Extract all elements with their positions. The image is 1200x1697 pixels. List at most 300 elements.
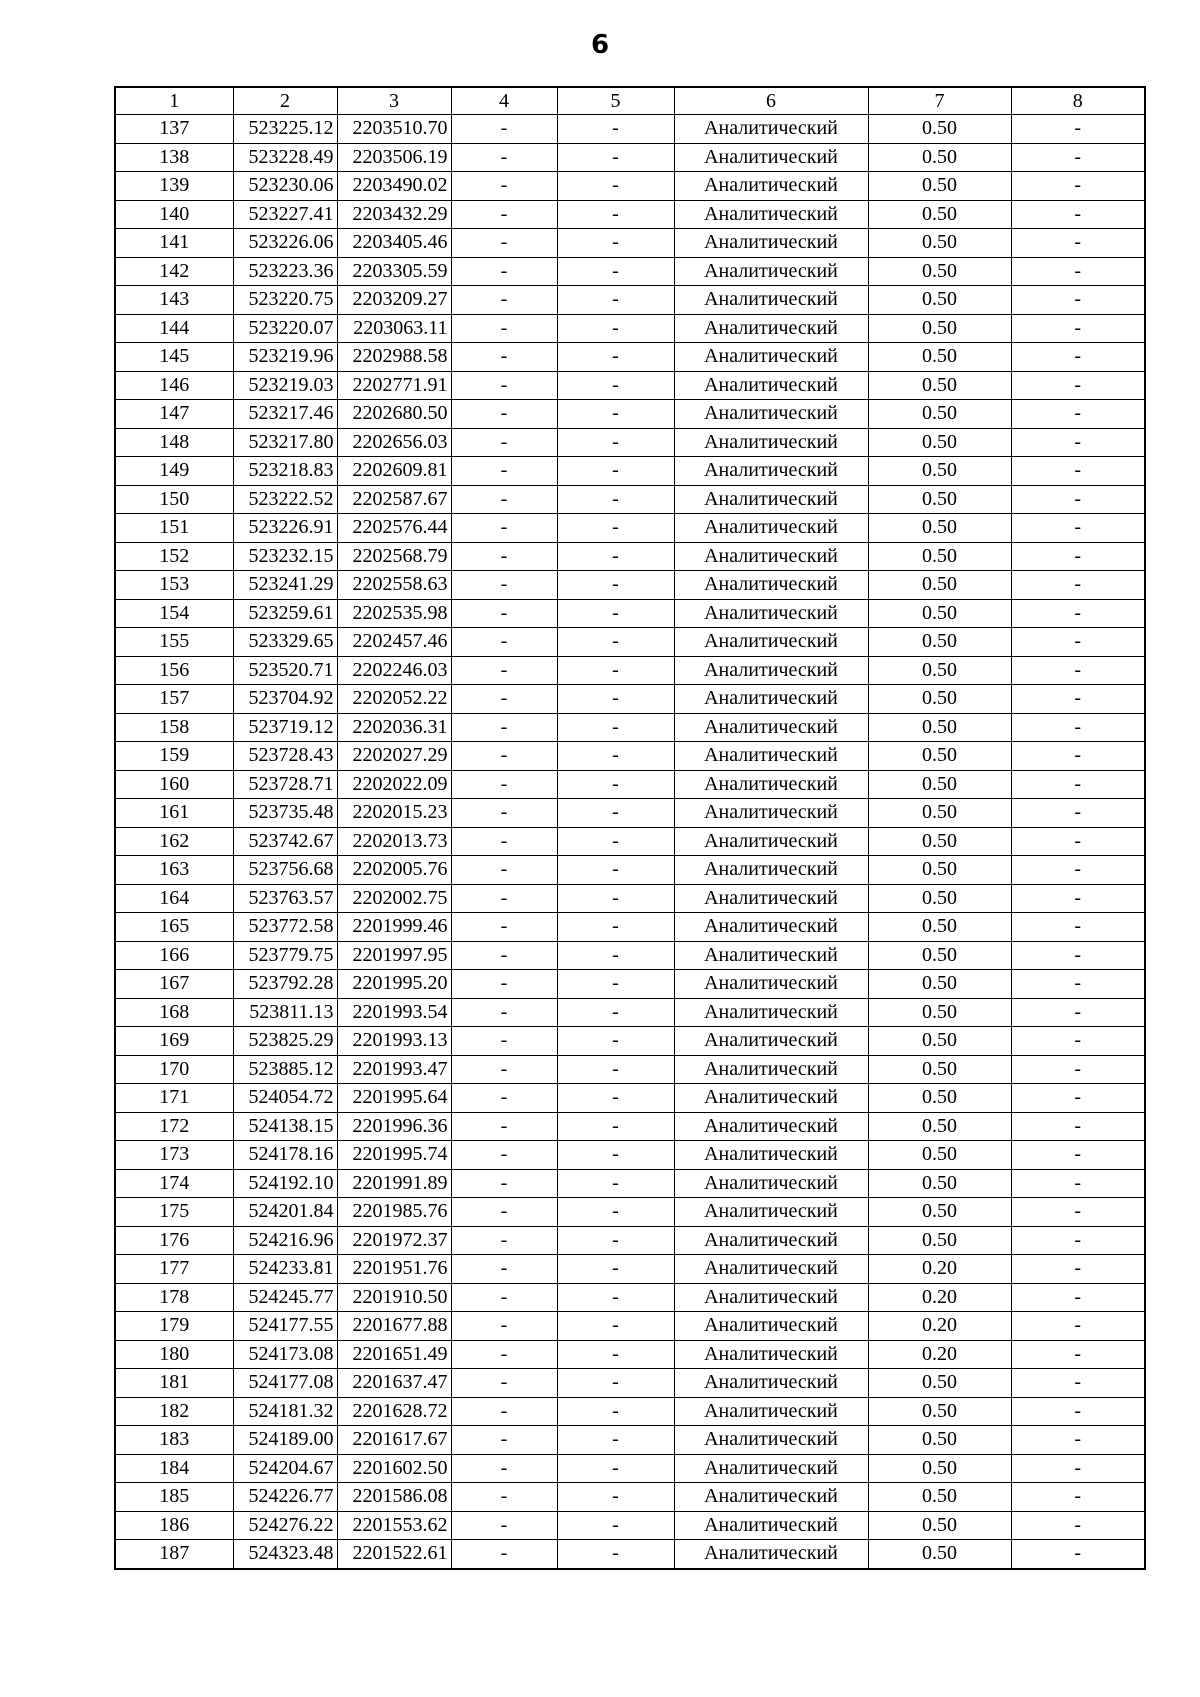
cell-method: Аналитический	[674, 1454, 868, 1483]
cell-accuracy: 0.50	[868, 1483, 1011, 1512]
table-row	[115, 514, 1145, 543]
cell-col-4: -	[451, 742, 557, 771]
cell-method: Аналитический	[674, 1540, 868, 1569]
cell-coordinate-y: 2201995.20	[337, 970, 451, 999]
cell-col-8: -	[1011, 599, 1145, 628]
cell-col-4: -	[451, 685, 557, 714]
cell-col-4: -	[451, 542, 557, 571]
cell-accuracy: 0.50	[868, 229, 1011, 258]
cell-coordinate-y: 2201993.13	[337, 1027, 451, 1056]
cell-point-number: 181	[115, 1369, 233, 1398]
cell-point-number: 183	[115, 1426, 233, 1455]
cell-method: Аналитический	[674, 1198, 868, 1227]
cell-accuracy: 0.50	[868, 371, 1011, 400]
cell-accuracy: 0.50	[868, 571, 1011, 600]
cell-coordinate-x: 524181.32	[233, 1397, 337, 1426]
cell-col-4: -	[451, 1112, 557, 1141]
cell-col-5: -	[557, 599, 674, 628]
cell-accuracy: 0.50	[868, 656, 1011, 685]
cell-point-number: 138	[115, 143, 233, 172]
cell-col-4: -	[451, 1255, 557, 1284]
cell-method: Аналитический	[674, 1027, 868, 1056]
cell-accuracy: 0.50	[868, 1198, 1011, 1227]
cell-method: Аналитический	[674, 827, 868, 856]
cell-coordinate-x: 523219.96	[233, 343, 337, 372]
cell-accuracy: 0.50	[868, 172, 1011, 201]
cell-col-5: -	[557, 1340, 674, 1369]
cell-coordinate-x: 523520.71	[233, 656, 337, 685]
cell-method: Аналитический	[674, 286, 868, 315]
cell-col-4: -	[451, 1169, 557, 1198]
table-row	[115, 941, 1145, 970]
cell-method: Аналитический	[674, 970, 868, 999]
cell-method: Аналитический	[674, 200, 868, 229]
cell-col-8: -	[1011, 913, 1145, 942]
cell-point-number: 146	[115, 371, 233, 400]
cell-coordinate-x: 523779.75	[233, 941, 337, 970]
cell-col-8: -	[1011, 1055, 1145, 1084]
cell-col-4: -	[451, 827, 557, 856]
table-row	[115, 571, 1145, 600]
cell-col-5: -	[557, 799, 674, 828]
cell-col-8: -	[1011, 998, 1145, 1027]
cell-coordinate-y: 2202036.31	[337, 713, 451, 742]
cell-accuracy: 0.50	[868, 799, 1011, 828]
table-row	[115, 1169, 1145, 1198]
cell-coordinate-y: 2201628.72	[337, 1397, 451, 1426]
cell-coordinate-y: 2202680.50	[337, 400, 451, 429]
cell-col-8: -	[1011, 457, 1145, 486]
cell-col-5: -	[557, 856, 674, 885]
cell-col-8: -	[1011, 1397, 1145, 1426]
cell-col-5: -	[557, 1055, 674, 1084]
table-row	[115, 1454, 1145, 1483]
cell-method: Аналитический	[674, 1169, 868, 1198]
cell-col-4: -	[451, 941, 557, 970]
cell-coordinate-x: 523218.83	[233, 457, 337, 486]
table-row	[115, 1540, 1145, 1569]
cell-accuracy: 0.50	[868, 1397, 1011, 1426]
cell-accuracy: 0.50	[868, 1511, 1011, 1540]
cell-coordinate-x: 523735.48	[233, 799, 337, 828]
cell-coordinate-x: 524192.10	[233, 1169, 337, 1198]
cell-coordinate-y: 2202022.09	[337, 770, 451, 799]
cell-point-number: 157	[115, 685, 233, 714]
cell-accuracy: 0.50	[868, 856, 1011, 885]
cell-coordinate-x: 523728.43	[233, 742, 337, 771]
cell-col-4: -	[451, 913, 557, 942]
cell-method: Аналитический	[674, 371, 868, 400]
cell-col-4: -	[451, 457, 557, 486]
table-row	[115, 542, 1145, 571]
cell-accuracy: 0.50	[868, 713, 1011, 742]
cell-col-8: -	[1011, 172, 1145, 201]
cell-coordinate-y: 2203209.27	[337, 286, 451, 315]
table-row	[115, 1226, 1145, 1255]
cell-col-5: -	[557, 286, 674, 315]
cell-coordinate-x: 523719.12	[233, 713, 337, 742]
cell-col-8: -	[1011, 628, 1145, 657]
cell-col-5: -	[557, 143, 674, 172]
cell-col-4: -	[451, 400, 557, 429]
cell-method: Аналитический	[674, 400, 868, 429]
cell-coordinate-y: 2201637.47	[337, 1369, 451, 1398]
cell-accuracy: 0.50	[868, 200, 1011, 229]
cell-method: Аналитический	[674, 799, 868, 828]
cell-coordinate-x: 524226.77	[233, 1483, 337, 1512]
cell-col-5: -	[557, 884, 674, 913]
cell-col-4: -	[451, 428, 557, 457]
cell-method: Аналитический	[674, 343, 868, 372]
cell-coordinate-y: 2201972.37	[337, 1226, 451, 1255]
cell-col-8: -	[1011, 571, 1145, 600]
cell-col-4: -	[451, 115, 557, 144]
cell-col-8: -	[1011, 1198, 1145, 1227]
cell-point-number: 171	[115, 1084, 233, 1113]
table-row	[115, 1055, 1145, 1084]
cell-coordinate-x: 523217.46	[233, 400, 337, 429]
cell-col-5: -	[557, 172, 674, 201]
cell-col-5: -	[557, 571, 674, 600]
cell-coordinate-x: 523756.68	[233, 856, 337, 885]
cell-coordinate-x: 523259.61	[233, 599, 337, 628]
cell-coordinate-y: 2202015.23	[337, 799, 451, 828]
cell-coordinate-x: 524323.48	[233, 1540, 337, 1569]
cell-method: Аналитический	[674, 172, 868, 201]
cell-col-8: -	[1011, 1027, 1145, 1056]
cell-accuracy: 0.50	[868, 1084, 1011, 1113]
cell-method: Аналитический	[674, 941, 868, 970]
cell-col-5: -	[557, 257, 674, 286]
cell-col-8: -	[1011, 656, 1145, 685]
cell-coordinate-x: 523825.29	[233, 1027, 337, 1056]
table-row	[115, 115, 1145, 144]
cell-col-4: -	[451, 514, 557, 543]
cell-method: Аналитический	[674, 1283, 868, 1312]
table-row	[115, 1340, 1145, 1369]
table-row	[115, 1255, 1145, 1284]
cell-point-number: 151	[115, 514, 233, 543]
cell-accuracy: 0.50	[868, 1055, 1011, 1084]
column-header-3: 3	[337, 87, 451, 115]
cell-method: Аналитический	[674, 1397, 868, 1426]
cell-point-number: 162	[115, 827, 233, 856]
table-row	[115, 799, 1145, 828]
table-row	[115, 884, 1145, 913]
cell-method: Аналитический	[674, 1226, 868, 1255]
cell-coordinate-y: 2201985.76	[337, 1198, 451, 1227]
cell-col-5: -	[557, 827, 674, 856]
cell-col-8: -	[1011, 1312, 1145, 1341]
cell-col-5: -	[557, 542, 674, 571]
cell-col-8: -	[1011, 485, 1145, 514]
cell-accuracy: 0.50	[868, 913, 1011, 942]
cell-col-8: -	[1011, 542, 1145, 571]
cell-point-number: 179	[115, 1312, 233, 1341]
cell-col-4: -	[451, 1283, 557, 1312]
cell-coordinate-x: 523228.49	[233, 143, 337, 172]
cell-coordinate-x: 524177.08	[233, 1369, 337, 1398]
cell-accuracy: 0.50	[868, 685, 1011, 714]
cell-coordinate-x: 523742.67	[233, 827, 337, 856]
cell-col-5: -	[557, 115, 674, 144]
cell-point-number: 161	[115, 799, 233, 828]
table-row	[115, 656, 1145, 685]
cell-col-8: -	[1011, 827, 1145, 856]
table-row	[115, 229, 1145, 258]
cell-col-4: -	[451, 970, 557, 999]
cell-col-8: -	[1011, 1283, 1145, 1312]
cell-col-5: -	[557, 1511, 674, 1540]
cell-method: Аналитический	[674, 314, 868, 343]
table-row	[115, 713, 1145, 742]
cell-coordinate-x: 524216.96	[233, 1226, 337, 1255]
column-header-5: 5	[557, 87, 674, 115]
cell-point-number: 187	[115, 1540, 233, 1569]
cell-col-4: -	[451, 1454, 557, 1483]
cell-coordinate-y: 2201617.67	[337, 1426, 451, 1455]
cell-method: Аналитический	[674, 884, 868, 913]
cell-col-8: -	[1011, 799, 1145, 828]
cell-coordinate-y: 2201677.88	[337, 1312, 451, 1341]
cell-point-number: 150	[115, 485, 233, 514]
cell-point-number: 140	[115, 200, 233, 229]
cell-col-8: -	[1011, 1169, 1145, 1198]
column-header-7: 7	[868, 87, 1011, 115]
cell-col-8: -	[1011, 143, 1145, 172]
cell-col-5: -	[557, 742, 674, 771]
cell-col-4: -	[451, 571, 557, 600]
cell-point-number: 184	[115, 1454, 233, 1483]
cell-col-8: -	[1011, 229, 1145, 258]
cell-coordinate-x: 523226.06	[233, 229, 337, 258]
cell-col-5: -	[557, 913, 674, 942]
cell-col-5: -	[557, 1483, 674, 1512]
cell-col-8: -	[1011, 1426, 1145, 1455]
cell-col-8: -	[1011, 257, 1145, 286]
cell-point-number: 159	[115, 742, 233, 771]
cell-method: Аналитический	[674, 1312, 868, 1341]
cell-method: Аналитический	[674, 913, 868, 942]
cell-point-number: 147	[115, 400, 233, 429]
cell-col-8: -	[1011, 770, 1145, 799]
cell-coordinate-x: 524173.08	[233, 1340, 337, 1369]
cell-col-8: -	[1011, 742, 1145, 771]
cell-accuracy: 0.50	[868, 884, 1011, 913]
cell-method: Аналитический	[674, 542, 868, 571]
cell-accuracy: 0.50	[868, 941, 1011, 970]
cell-col-8: -	[1011, 1369, 1145, 1398]
cell-accuracy: 0.50	[868, 1112, 1011, 1141]
cell-col-5: -	[557, 1312, 674, 1341]
cell-accuracy: 0.50	[868, 599, 1011, 628]
table-row	[115, 827, 1145, 856]
column-header-4: 4	[451, 87, 557, 115]
cell-method: Аналитический	[674, 856, 868, 885]
cell-col-8: -	[1011, 400, 1145, 429]
cell-coordinate-x: 524054.72	[233, 1084, 337, 1113]
cell-coordinate-x: 524204.67	[233, 1454, 337, 1483]
cell-point-number: 170	[115, 1055, 233, 1084]
cell-point-number: 174	[115, 1169, 233, 1198]
cell-coordinate-x: 523220.75	[233, 286, 337, 315]
cell-point-number: 176	[115, 1226, 233, 1255]
table-row	[115, 1511, 1145, 1540]
cell-col-5: -	[557, 343, 674, 372]
column-header-1: 1	[115, 87, 233, 115]
table-row	[115, 1084, 1145, 1113]
cell-col-5: -	[557, 998, 674, 1027]
cell-col-4: -	[451, 200, 557, 229]
column-header-2: 2	[233, 87, 337, 115]
cell-method: Аналитический	[674, 514, 868, 543]
cell-col-4: -	[451, 770, 557, 799]
cell-coordinate-y: 2201993.54	[337, 998, 451, 1027]
cell-point-number: 180	[115, 1340, 233, 1369]
cell-point-number: 167	[115, 970, 233, 999]
cell-accuracy: 0.50	[868, 1454, 1011, 1483]
cell-coordinate-x: 523225.12	[233, 115, 337, 144]
cell-point-number: 144	[115, 314, 233, 343]
table-row	[115, 742, 1145, 771]
cell-method: Аналитический	[674, 1141, 868, 1170]
cell-coordinate-y: 2202656.03	[337, 428, 451, 457]
cell-col-5: -	[557, 428, 674, 457]
table-row	[115, 628, 1145, 657]
cell-coordinate-y: 2203405.46	[337, 229, 451, 258]
cell-coordinate-x: 523226.91	[233, 514, 337, 543]
cell-coordinate-x: 523227.41	[233, 200, 337, 229]
table-row	[115, 1483, 1145, 1512]
table-row	[115, 770, 1145, 799]
cell-method: Аналитический	[674, 1340, 868, 1369]
cell-col-8: -	[1011, 856, 1145, 885]
cell-accuracy: 0.50	[868, 1169, 1011, 1198]
cell-accuracy: 0.50	[868, 1540, 1011, 1569]
cell-coordinate-y: 2201995.64	[337, 1084, 451, 1113]
cell-col-5: -	[557, 1169, 674, 1198]
cell-method: Аналитический	[674, 1055, 868, 1084]
table-header-row	[115, 87, 1145, 115]
cell-col-4: -	[451, 599, 557, 628]
cell-col-8: -	[1011, 884, 1145, 913]
cell-col-8: -	[1011, 1454, 1145, 1483]
cell-method: Аналитический	[674, 571, 868, 600]
cell-coordinate-y: 2202246.03	[337, 656, 451, 685]
cell-col-5: -	[557, 970, 674, 999]
cell-col-8: -	[1011, 115, 1145, 144]
cell-coordinate-y: 2202002.75	[337, 884, 451, 913]
cell-col-8: -	[1011, 1255, 1145, 1284]
column-header-8: 8	[1011, 87, 1145, 115]
cell-col-5: -	[557, 1226, 674, 1255]
table-row	[115, 998, 1145, 1027]
cell-coordinate-y: 2201997.95	[337, 941, 451, 970]
cell-coordinate-x: 523219.03	[233, 371, 337, 400]
cell-method: Аналитический	[674, 685, 868, 714]
cell-coordinate-x: 523220.07	[233, 314, 337, 343]
cell-coordinate-y: 2203305.59	[337, 257, 451, 286]
cell-col-5: -	[557, 314, 674, 343]
cell-coordinate-y: 2202535.98	[337, 599, 451, 628]
cell-point-number: 186	[115, 1511, 233, 1540]
cell-col-4: -	[451, 1369, 557, 1398]
cell-method: Аналитический	[674, 1483, 868, 1512]
cell-coordinate-y: 2201910.50	[337, 1283, 451, 1312]
cell-coordinate-x: 523885.12	[233, 1055, 337, 1084]
cell-coordinate-y: 2201999.46	[337, 913, 451, 942]
cell-method: Аналитический	[674, 1084, 868, 1113]
cell-point-number: 177	[115, 1255, 233, 1284]
cell-accuracy: 0.50	[868, 998, 1011, 1027]
cell-col-5: -	[557, 1540, 674, 1569]
cell-col-8: -	[1011, 1226, 1145, 1255]
cell-col-4: -	[451, 656, 557, 685]
cell-point-number: 145	[115, 343, 233, 372]
cell-col-4: -	[451, 229, 557, 258]
cell-col-5: -	[557, 200, 674, 229]
cell-col-5: -	[557, 1426, 674, 1455]
cell-col-5: -	[557, 1027, 674, 1056]
cell-accuracy: 0.50	[868, 343, 1011, 372]
table-row	[115, 970, 1145, 999]
cell-col-8: -	[1011, 514, 1145, 543]
cell-coordinate-x: 524276.22	[233, 1511, 337, 1540]
cell-accuracy: 0.20	[868, 1283, 1011, 1312]
cell-col-5: -	[557, 229, 674, 258]
cell-col-5: -	[557, 1397, 674, 1426]
cell-col-4: -	[451, 172, 557, 201]
cell-col-5: -	[557, 514, 674, 543]
cell-col-4: -	[451, 1084, 557, 1113]
table-row	[115, 1141, 1145, 1170]
cell-point-number: 168	[115, 998, 233, 1027]
cell-coordinate-x: 523811.13	[233, 998, 337, 1027]
cell-coordinate-y: 2202457.46	[337, 628, 451, 657]
table-row	[115, 1369, 1145, 1398]
table-row	[115, 1198, 1145, 1227]
cell-coordinate-y: 2201522.61	[337, 1540, 451, 1569]
cell-point-number: 160	[115, 770, 233, 799]
cell-coordinate-x: 523772.58	[233, 913, 337, 942]
coordinates-table	[114, 86, 1146, 1570]
cell-col-8: -	[1011, 371, 1145, 400]
cell-col-8: -	[1011, 343, 1145, 372]
cell-col-5: -	[557, 1255, 674, 1284]
cell-col-8: -	[1011, 1540, 1145, 1569]
table-row	[115, 400, 1145, 429]
cell-col-4: -	[451, 1426, 557, 1455]
table-row	[115, 257, 1145, 286]
cell-coordinate-x: 523222.52	[233, 485, 337, 514]
cell-point-number: 148	[115, 428, 233, 457]
cell-method: Аналитический	[674, 656, 868, 685]
cell-point-number: 185	[115, 1483, 233, 1512]
table-row	[115, 599, 1145, 628]
cell-coordinate-y: 2201996.36	[337, 1112, 451, 1141]
cell-col-4: -	[451, 1540, 557, 1569]
cell-point-number: 175	[115, 1198, 233, 1227]
cell-col-8: -	[1011, 1084, 1145, 1113]
cell-coordinate-y: 2201995.74	[337, 1141, 451, 1170]
cell-col-8: -	[1011, 1141, 1145, 1170]
cell-accuracy: 0.50	[868, 314, 1011, 343]
cell-col-4: -	[451, 1141, 557, 1170]
cell-col-8: -	[1011, 1511, 1145, 1540]
cell-accuracy: 0.50	[868, 1027, 1011, 1056]
cell-coordinate-y: 2201993.47	[337, 1055, 451, 1084]
cell-coordinate-x: 524201.84	[233, 1198, 337, 1227]
